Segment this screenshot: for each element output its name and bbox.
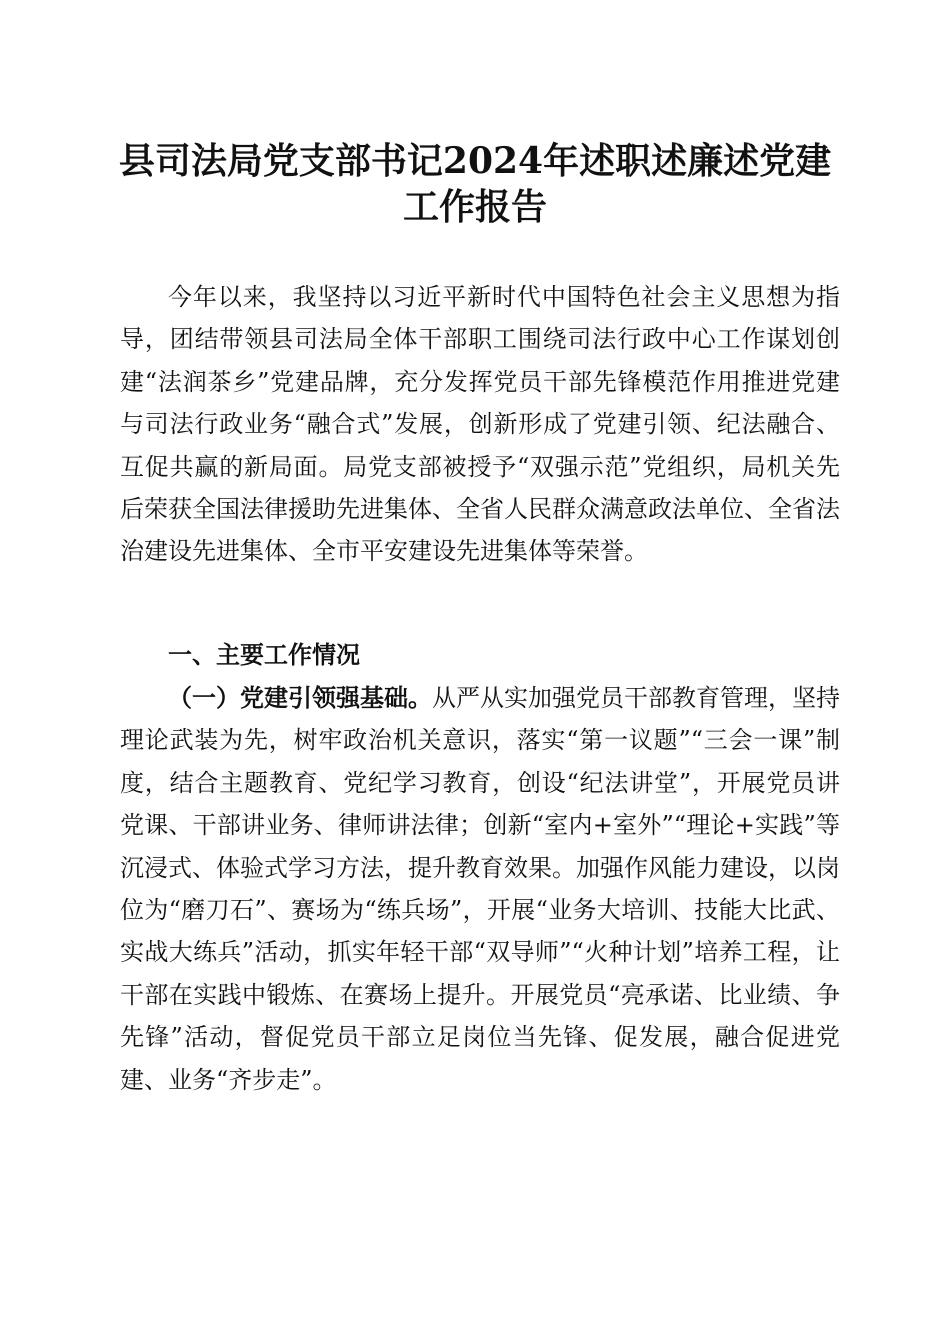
section-heading-main-work: 一、主要工作情况 [168, 641, 360, 669]
intro-paragraph: 今年以来，我坚持以习近平新时代中国特色社会主义思想为指导，团结带领县司法局全体干部职工围绕司法行政中心工作谋划创建“法润茶乡”党建品牌，充分发挥党员干部先锋模范作用推进党建与司法行政业务“融合式”发展，创新形成了党建引领、纪法融合、互促共赢的新局面。局党支部被授予“双强示范”党组织，局机关先后荣获全国法律援助先进集体、全省人民群众满意政法单位、全省法治建设先进集体、全市平安建设先进集体等荣誉。 [120, 283, 840, 566]
document-title-line-2: 工作报告 [402, 186, 547, 228]
subsection-heading-party-building: （一）党建引领强基础。 [168, 684, 432, 712]
subsection-text-party-building: 从严从实加强党员干部教育管理，坚持理论武装为先，树牢政治机关意识，落实“第一议题”“三会一课”制度，结合主题教育、党纪学习教育，创设“纪法讲堂”，开展党员讲党课、干部讲业务、律师讲法律；创新“室内+室外”“理论+实践”等沉浸式、体验式学习方法，提升教育效果。加强作风能力建设，以岗位为“磨刀石”、赛场为“练兵场”，开展“业务大培训、技能大比武、实战大练兵”活动，抓实年轻干部“双导师”“火种计划”培养工程，让干部在实践中锻炼、在赛场上提升。开展党员“亮承诺、比业绩、争先锋”活动，督促党员干部立足岗位当先锋、促发展，融合促进党建、业务“齐步走”。 [120, 684, 840, 1094]
document-title-line-1: 县司法局党支部书记2024年述职述廉述党建 [118, 140, 832, 182]
subsection-paragraph-party-building [120, 677, 840, 1101]
